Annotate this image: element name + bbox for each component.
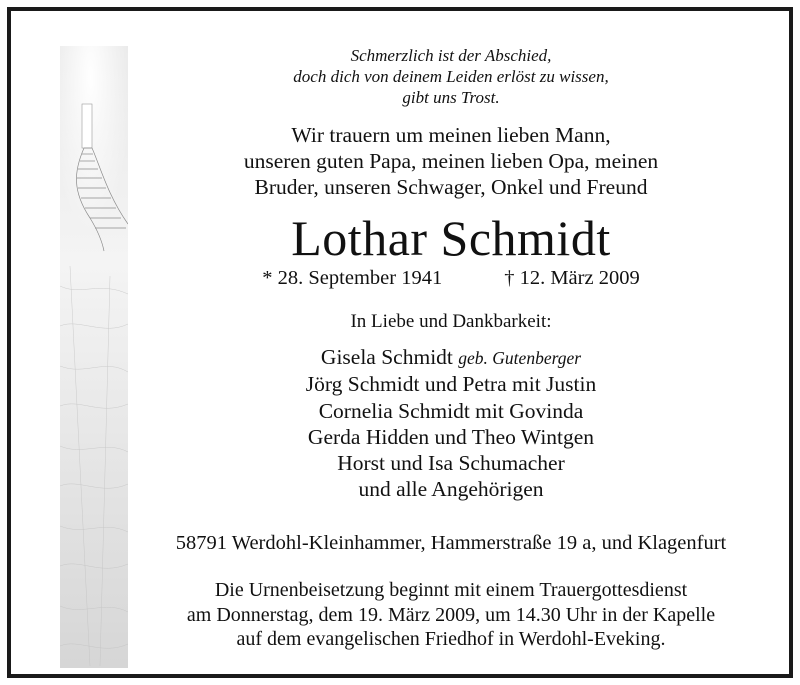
birth-date: * 28. September 1941 <box>262 267 443 289</box>
intro-line: unseren guten Papa, meinen lieben Opa, meinen <box>243 149 659 173</box>
intro-text <box>141 122 761 200</box>
family-member: Jörg Schmidt und Petra mit Justin <box>305 372 597 397</box>
stairway-to-heaven-icon <box>60 46 128 668</box>
family-list <box>141 344 761 503</box>
funeral-line: auf dem evangelischen Friedhof in Werdohl-Eveking. <box>236 628 666 650</box>
motto-line: doch dich von deinem Leiden erlöst zu wissen, <box>293 67 609 86</box>
address: 58791 Werdohl-Kleinhammer, Hammerstraße 19 a, und Klagenfurt <box>175 532 727 554</box>
family-member <box>141 344 761 371</box>
death-date: † 12. März 2009 <box>504 267 640 289</box>
obituary-notice <box>7 7 793 678</box>
family-member: und alle Angehörigen <box>358 477 544 502</box>
family-member: Cornelia Schmidt mit Govinda <box>318 398 584 423</box>
motto-line: gibt uns Trost. <box>402 88 500 107</box>
family-member: Horst und Isa Schumacher <box>337 451 565 476</box>
thanks-line: In Liebe und Dankbarkeit: <box>350 311 552 332</box>
intro-line: Wir trauern um meinen lieben Mann, <box>291 123 611 147</box>
family-member-name: Gisela Schmidt <box>320 345 453 369</box>
motto-line: Schmerzlich ist der Abschied, <box>350 46 552 65</box>
maiden-name: geb. Gutenberger <box>458 348 582 368</box>
family-member: Gerda Hidden und Theo Wintgen <box>307 424 595 449</box>
stairway-image <box>60 46 128 668</box>
funeral-line: am Donnerstag, dem 19. März 2009, um 14.30 Uhr in der Kapelle <box>186 603 716 626</box>
life-dates <box>141 265 761 291</box>
funeral-line: Die Urnenbeisetzung beginnt mit einem Trauergottesdienst <box>214 579 688 601</box>
funeral-info <box>141 578 761 652</box>
motto <box>141 45 761 108</box>
deceased-name: Lothar Schmidt <box>291 210 611 266</box>
intro-line: Bruder, unseren Schwager, Onkel und Freund <box>254 175 648 199</box>
